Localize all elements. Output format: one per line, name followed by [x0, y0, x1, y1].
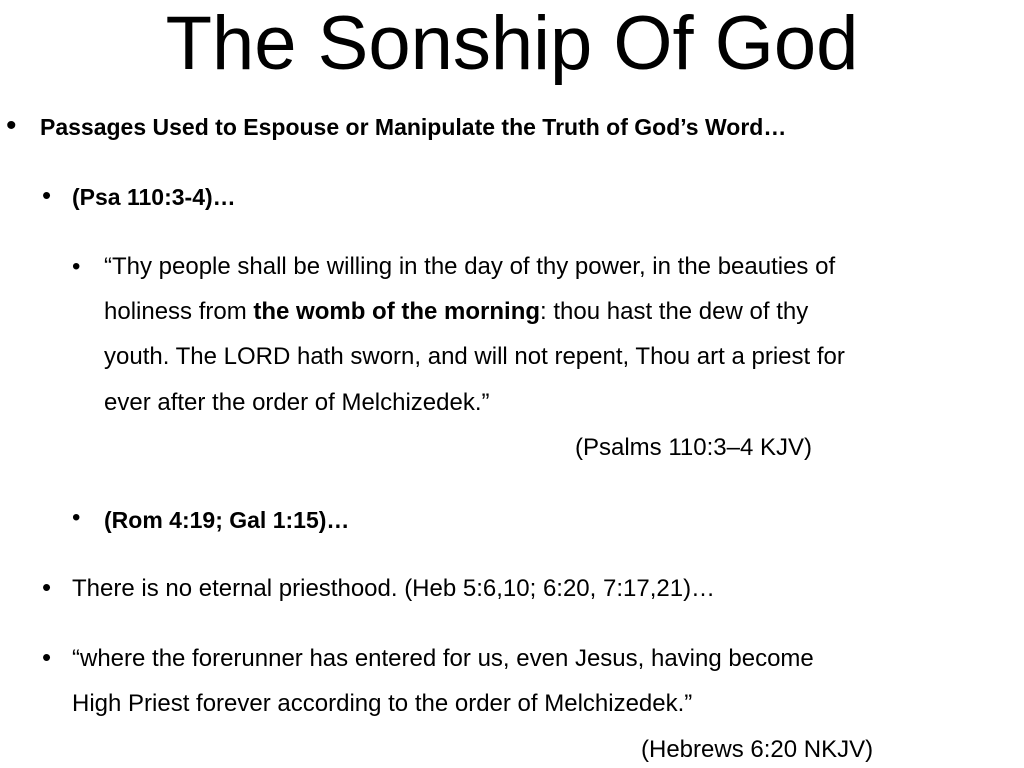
psa-quote-line-1: “Thy people shall be willing in the day of thy power, in the beauties of [104, 253, 836, 280]
psa-reference: (Psa 110:3-4)… [72, 184, 236, 210]
priesthood-text: There is no eternal priesthood. (Heb 5:6,10; 6:20, 7:17,21)… [72, 575, 716, 602]
slide-title: The Sonship Of God [165, 1, 859, 86]
bullet-icon: • [72, 504, 81, 531]
bullet-icon: • [6, 109, 17, 142]
psa-quote-line-4: ever after the order of Melchizedek.” [104, 389, 490, 416]
heb-quote-line-2: High Priest forever according to the order of Melchizedek.” [72, 690, 693, 717]
psa-quote-emphasis: the womb of the morning [253, 298, 541, 325]
psa-quote-line-2 [104, 297, 808, 327]
psa-quote-line-2-post: : thou hast the dew of thy [540, 298, 809, 325]
rom-reference: (Rom 4:19; Gal 1:15)… [104, 507, 350, 533]
heb-quote-line-1: “where the forerunner has entered for us, even Jesus, having become [72, 645, 814, 672]
psa-quote-line-2-pre: holiness from [104, 298, 254, 325]
bullet-icon: • [72, 253, 81, 280]
bullet-icon: • [42, 642, 52, 672]
bullet-icon: • [42, 180, 52, 210]
heading-text: Passages Used to Espouse or Manipulate the Truth of God’s Word… [40, 114, 787, 140]
heb-citation: (Hebrews 6:20 NKJV) [641, 736, 874, 763]
psa-quote-line-3: youth. The LORD hath sworn, and will not repent, Thou art a priest for [104, 343, 845, 370]
psa-citation: (Psalms 110:3–4 KJV) [575, 434, 812, 461]
bullet-icon: • [42, 572, 52, 602]
